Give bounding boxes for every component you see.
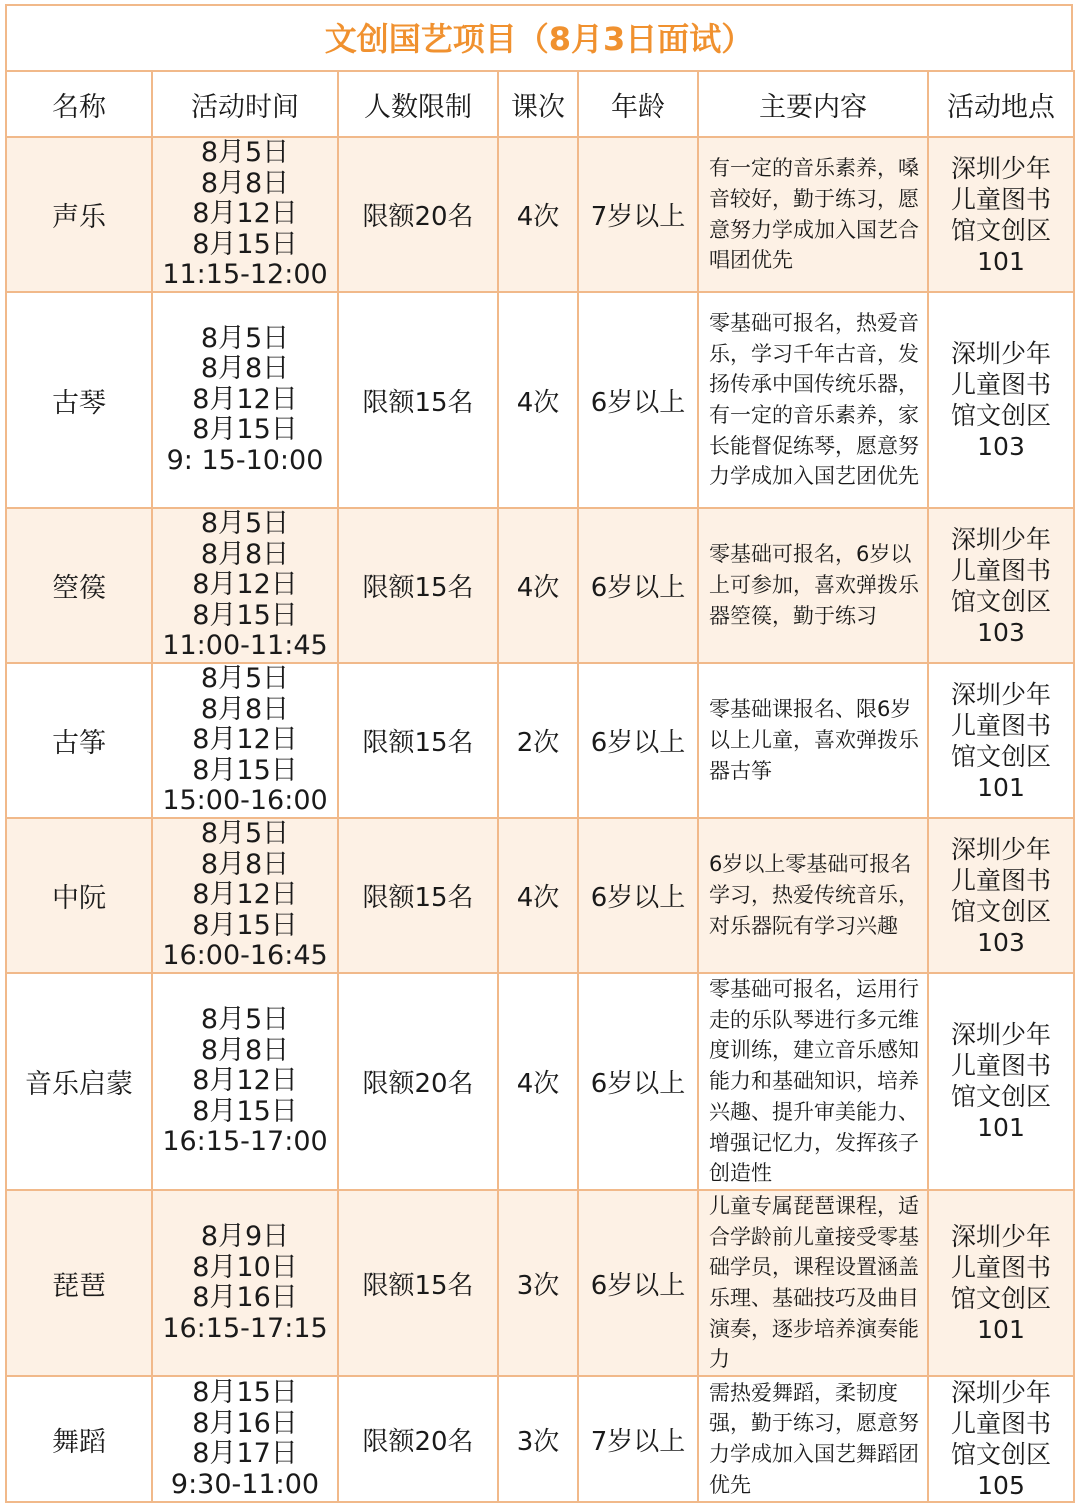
date-line: 8月8日 xyxy=(200,538,290,570)
date-line: 16:15-17:15 xyxy=(162,1312,328,1344)
course-dates xyxy=(152,508,338,663)
date-line: 8月16日 xyxy=(192,1407,298,1439)
course-limit: 限额20名 xyxy=(338,973,498,1190)
course-content: 有一定的音乐素养，嗓音较好，勤于练习，愿意努力学成加入国艺合唱团优先 xyxy=(698,137,928,292)
course-dates xyxy=(152,1190,338,1376)
location-line: 101 xyxy=(977,772,1025,802)
table-row xyxy=(6,508,1074,663)
date-line: 8月8日 xyxy=(200,848,290,880)
course-limit: 限额15名 xyxy=(338,818,498,973)
header-sessions: 课次 xyxy=(498,71,578,137)
course-age: 6岁以上 xyxy=(578,1190,698,1376)
date-line: 8月5日 xyxy=(200,1004,290,1036)
course-name: 声乐 xyxy=(6,137,152,292)
header-limit: 人数限制 xyxy=(338,71,498,137)
course-name: 琵琶 xyxy=(6,1190,152,1376)
date-line: 8月15日 xyxy=(192,1377,298,1409)
course-content: 零基础课报名、限6岁以上儿童，喜欢弹拨乐器古筝 xyxy=(698,663,928,818)
location-line: 深圳少年 xyxy=(950,1222,1051,1252)
course-sessions: 3次 xyxy=(498,1190,578,1376)
course-limit: 限额20名 xyxy=(338,1376,498,1502)
course-location xyxy=(928,508,1074,663)
location-line: 101 xyxy=(977,246,1025,276)
date-line: 8月8日 xyxy=(200,1034,290,1066)
course-content: 零基础可报名，6岁以上可参加，喜欢弹拨乐器箜篌，勤于练习 xyxy=(698,508,928,663)
location-line: 深圳少年 xyxy=(950,153,1051,183)
course-sessions: 4次 xyxy=(498,292,578,508)
location-line: 儿童图书 xyxy=(950,370,1051,399)
course-age: 6岁以上 xyxy=(578,508,698,663)
date-line: 8月10日 xyxy=(192,1251,298,1283)
course-name: 古琴 xyxy=(6,292,152,508)
location-line: 105 xyxy=(977,1471,1025,1501)
course-sessions: 4次 xyxy=(498,818,578,973)
date-line: 8月5日 xyxy=(200,322,290,354)
date-line: 8月16日 xyxy=(192,1282,298,1314)
date-line: 8月8日 xyxy=(200,353,290,385)
location-line: 103 xyxy=(977,927,1025,957)
location-line: 馆文创区 xyxy=(950,215,1051,245)
date-line: 8月5日 xyxy=(200,137,290,169)
date-line: 16:15-17:00 xyxy=(162,1126,328,1158)
header-time: 活动时间 xyxy=(152,71,338,137)
course-location xyxy=(928,818,1074,973)
course-age: 7岁以上 xyxy=(578,1376,698,1502)
location-line: 馆文创区 xyxy=(950,1082,1051,1112)
date-line: 11:00-11:45 xyxy=(162,630,328,662)
course-sessions: 4次 xyxy=(498,508,578,663)
course-location xyxy=(928,973,1074,1190)
location-line: 深圳少年 xyxy=(950,834,1051,864)
course-content: 零基础可报名，热爱音乐，学习千年古音，发扬传承中国传统乐器，有一定的音乐素养，家长能督促练琴，愿意努力学成加入国艺团优先 xyxy=(698,292,928,508)
location-line: 儿童图书 xyxy=(950,865,1051,895)
course-dates xyxy=(152,1376,338,1502)
course-content: 需热爱舞蹈，柔韧度强，勤于练习，愿意努力学成加入国艺舞蹈团优先 xyxy=(698,1376,928,1502)
location-line: 103 xyxy=(977,432,1025,461)
location-line: 深圳少年 xyxy=(950,524,1051,554)
location-line: 深圳少年 xyxy=(950,679,1051,709)
date-line: 8月15日 xyxy=(192,909,298,941)
course-age: 6岁以上 xyxy=(578,818,698,973)
date-line: 8月15日 xyxy=(192,228,298,260)
schedule-sheet xyxy=(5,4,1073,1503)
course-limit: 限额20名 xyxy=(338,137,498,292)
course-age: 7岁以上 xyxy=(578,137,698,292)
table-row xyxy=(6,1376,1074,1502)
course-limit: 限额15名 xyxy=(338,663,498,818)
course-name: 音乐启蒙 xyxy=(6,973,152,1190)
course-name: 舞蹈 xyxy=(6,1376,152,1502)
date-line: 15:00-16:00 xyxy=(162,785,328,817)
location-line: 儿童图书 xyxy=(950,1409,1051,1439)
date-line: 8月15日 xyxy=(192,414,298,446)
course-name: 箜篌 xyxy=(6,508,152,663)
header-content: 主要内容 xyxy=(698,71,928,137)
course-sessions: 3次 xyxy=(498,1376,578,1502)
location-line: 深圳少年 xyxy=(950,339,1051,368)
course-content: 6岁以上零基础可报名学习，热爱传统音乐，对乐器阮有学习兴趣 xyxy=(698,818,928,973)
table-row xyxy=(6,973,1074,1190)
location-line: 馆文创区 xyxy=(950,896,1051,926)
course-limit: 限额15名 xyxy=(338,1190,498,1376)
course-limit: 限额15名 xyxy=(338,508,498,663)
date-line: 8月15日 xyxy=(192,754,298,786)
schedule-table xyxy=(5,70,1075,1503)
date-line: 8月17日 xyxy=(192,1438,298,1470)
date-line: 8月8日 xyxy=(200,693,290,725)
header-name: 名称 xyxy=(6,71,152,137)
table-row xyxy=(6,818,1074,973)
date-line: 8月12日 xyxy=(192,383,298,415)
course-age: 6岁以上 xyxy=(578,292,698,508)
date-line: 8月5日 xyxy=(200,663,290,695)
table-row xyxy=(6,1190,1074,1376)
course-location xyxy=(928,1190,1074,1376)
course-dates xyxy=(152,292,338,508)
date-line: 8月12日 xyxy=(192,569,298,601)
date-line: 8月12日 xyxy=(192,198,298,230)
date-line: 9: 15-10:00 xyxy=(166,444,324,476)
location-line: 101 xyxy=(977,1315,1025,1345)
course-location xyxy=(928,292,1074,508)
date-line: 8月5日 xyxy=(200,508,290,540)
course-name: 古筝 xyxy=(6,663,152,818)
course-dates xyxy=(152,137,338,292)
date-line: 16:00-16:45 xyxy=(162,940,328,972)
course-location xyxy=(928,663,1074,818)
date-line: 8月15日 xyxy=(192,1095,298,1127)
location-line: 儿童图书 xyxy=(950,1253,1051,1283)
table-row xyxy=(6,292,1074,508)
date-line: 8月12日 xyxy=(192,724,298,756)
location-line: 儿童图书 xyxy=(950,555,1051,585)
location-line: 儿童图书 xyxy=(950,184,1051,214)
course-sessions: 4次 xyxy=(498,137,578,292)
date-line: 9:30-11:00 xyxy=(170,1468,320,1500)
date-line: 8月15日 xyxy=(192,599,298,631)
header-age: 年龄 xyxy=(578,71,698,137)
location-line: 馆文创区 xyxy=(950,401,1051,430)
course-limit: 限额15名 xyxy=(338,292,498,508)
location-line: 馆文创区 xyxy=(950,586,1051,616)
course-dates xyxy=(152,818,338,973)
course-sessions: 4次 xyxy=(498,973,578,1190)
course-name: 中阮 xyxy=(6,818,152,973)
date-line: 8月5日 xyxy=(200,818,290,850)
location-line: 儿童图书 xyxy=(950,1051,1051,1081)
table-row xyxy=(6,137,1074,292)
course-age: 6岁以上 xyxy=(578,663,698,818)
date-line: 11:15-12:00 xyxy=(162,259,328,291)
course-age: 6岁以上 xyxy=(578,973,698,1190)
location-line: 深圳少年 xyxy=(950,1020,1051,1050)
course-dates xyxy=(152,973,338,1190)
course-dates xyxy=(152,663,338,818)
location-line: 101 xyxy=(977,1113,1025,1143)
location-line: 馆文创区 xyxy=(950,1440,1051,1470)
location-line: 深圳少年 xyxy=(950,1378,1051,1408)
location-line: 馆文创区 xyxy=(950,1284,1051,1314)
course-sessions: 2次 xyxy=(498,663,578,818)
date-line: 8月8日 xyxy=(200,167,290,199)
course-location xyxy=(928,137,1074,292)
course-content: 儿童专属琵琶课程，适合学龄前儿童接受零基础学员，课程设置涵盖乐理、基础技巧及曲目演奏，逐步培养演奏能力 xyxy=(698,1190,928,1376)
page-title: 文创国艺项目（8月3日面试） xyxy=(5,4,1073,70)
date-line: 8月12日 xyxy=(192,879,298,911)
table-row xyxy=(6,663,1074,818)
date-line: 8月9日 xyxy=(200,1221,290,1253)
location-line: 儿童图书 xyxy=(950,710,1051,740)
header-location: 活动地点 xyxy=(928,71,1074,137)
date-line: 8月12日 xyxy=(192,1065,298,1097)
course-content: 零基础可报名，运用行走的乐队琴进行多元维度训练，建立音乐感知能力和基础知识，培养兴趣、提升审美能力、增强记忆力，发挥孩子创造性 xyxy=(698,973,928,1190)
location-line: 103 xyxy=(977,617,1025,647)
table-header-row xyxy=(6,71,1074,137)
location-line: 馆文创区 xyxy=(950,741,1051,771)
course-location xyxy=(928,1376,1074,1502)
